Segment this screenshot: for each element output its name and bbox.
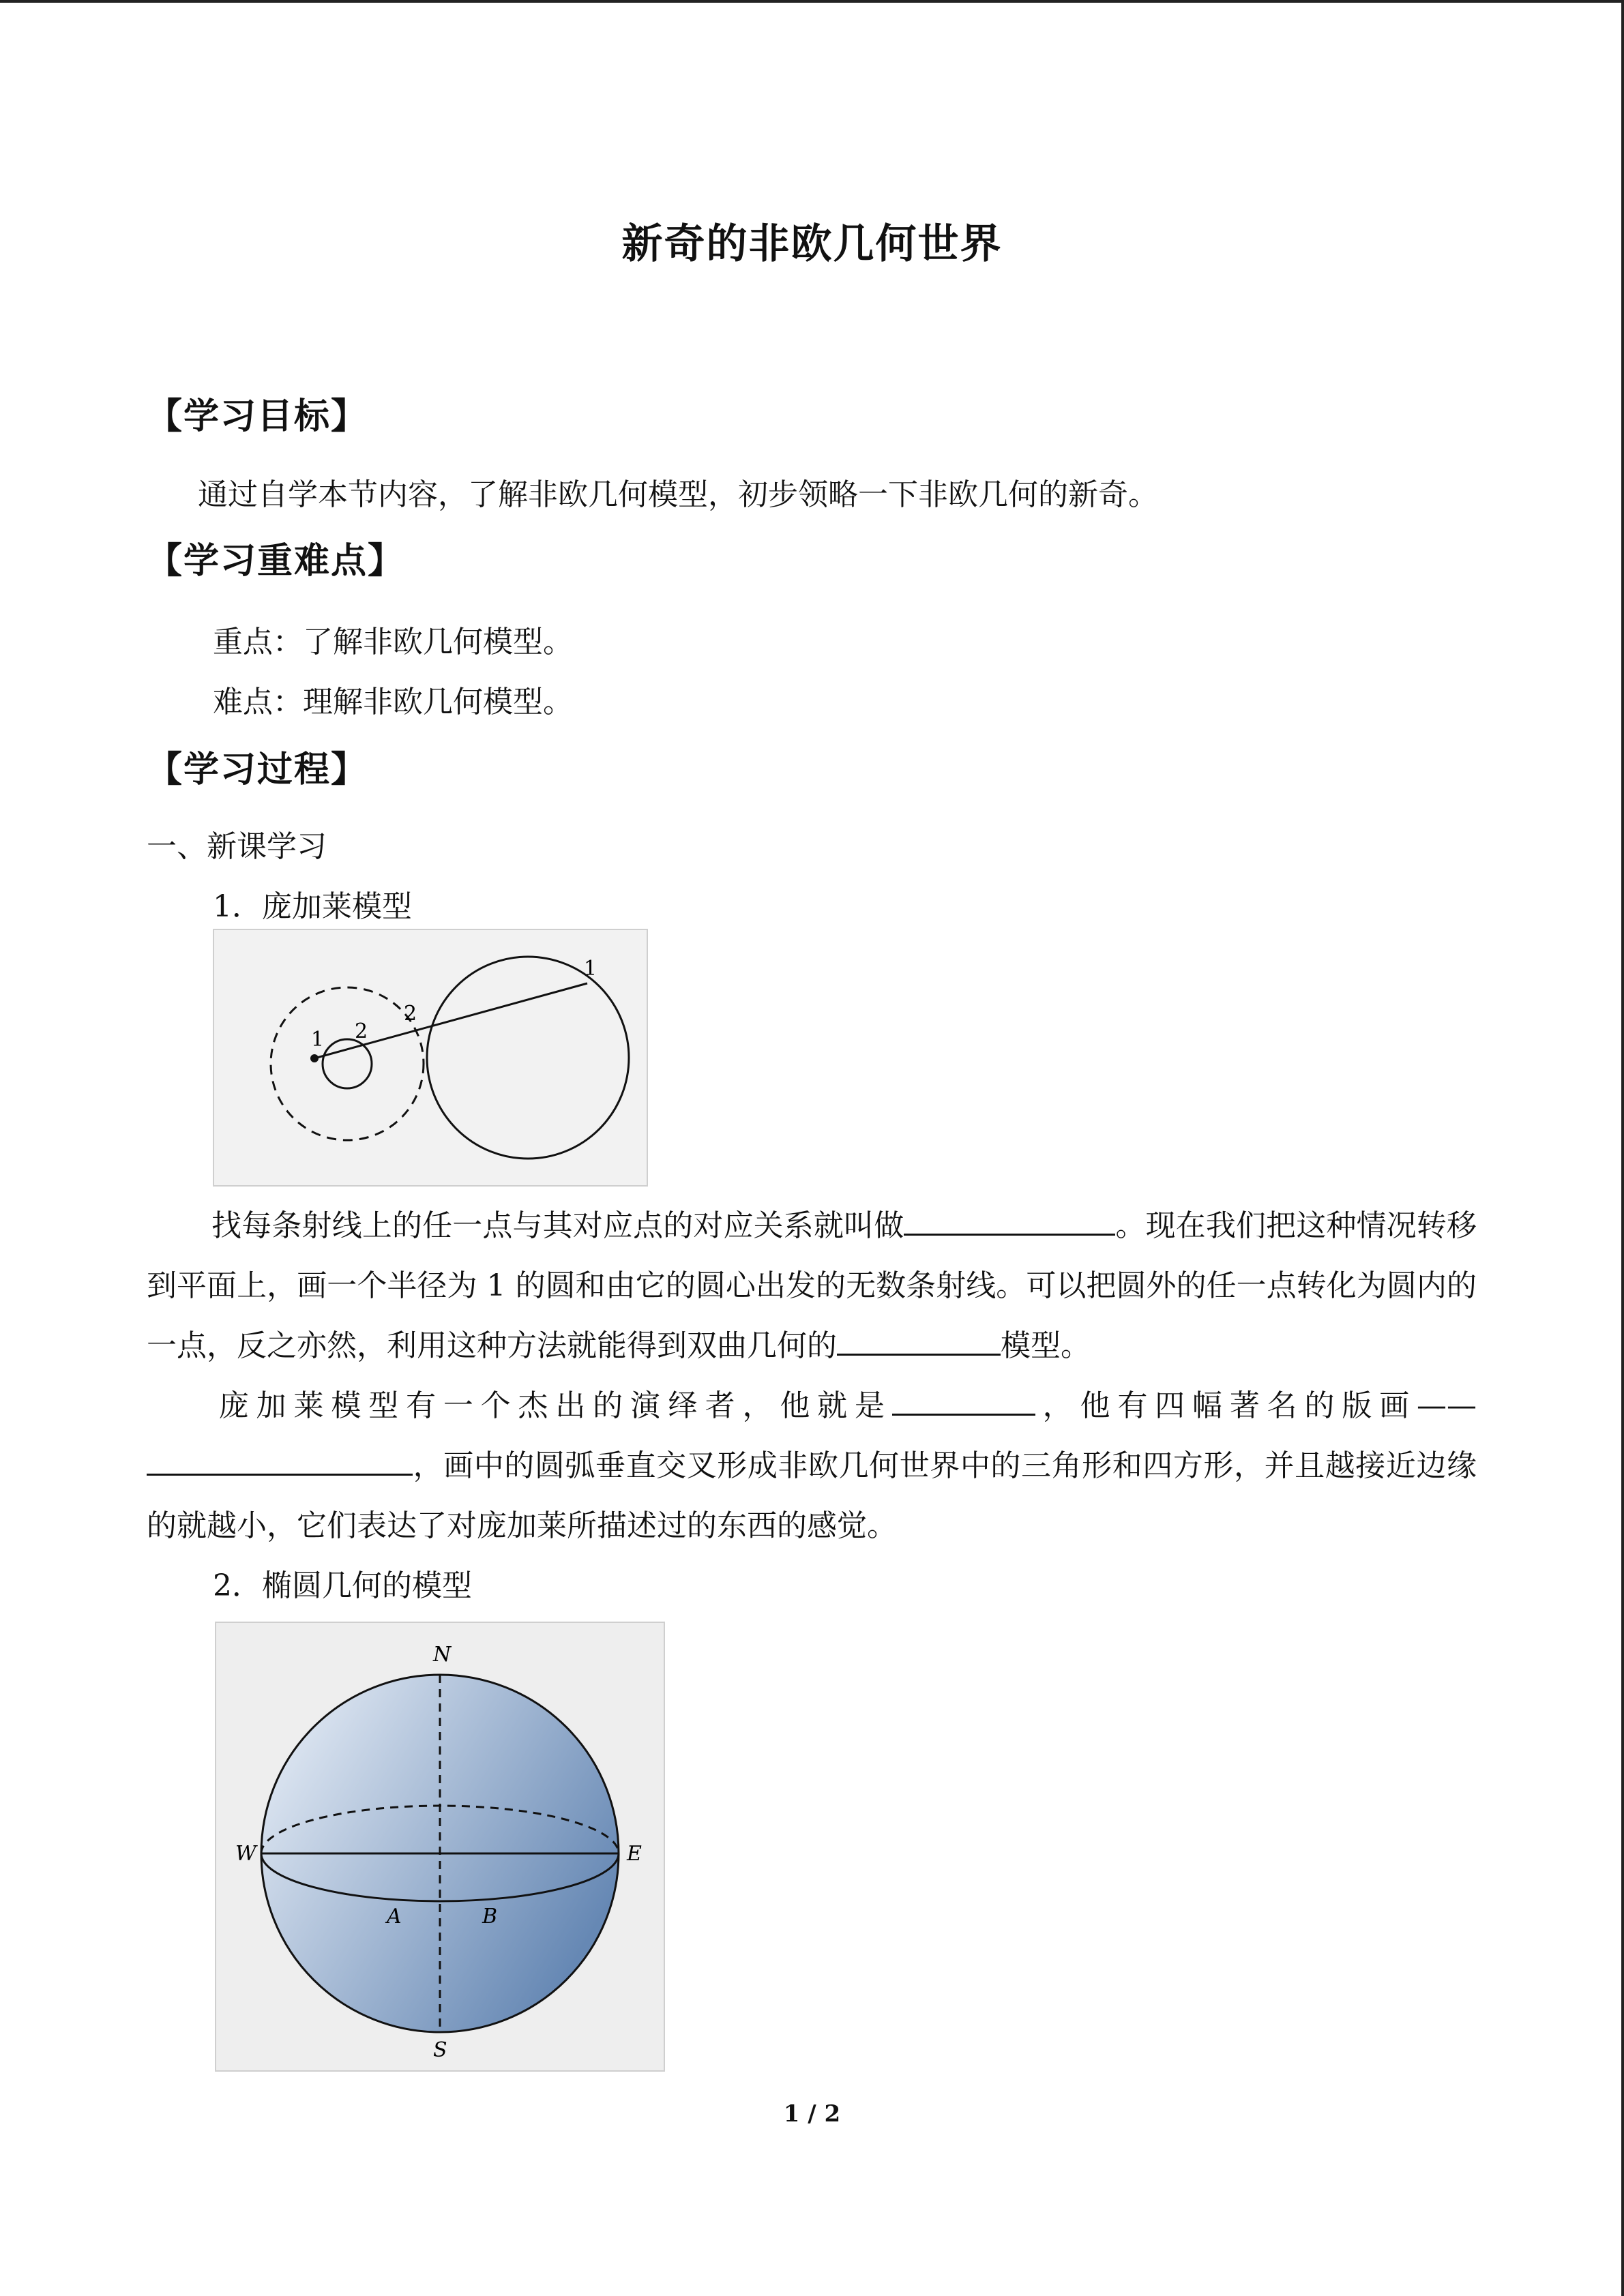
sphere-diagram: [216, 1623, 664, 2070]
elliptic-model-figure: [215, 1622, 665, 2072]
p1-text-a: 找每条射线上的任一点与其对应点的对应关系就叫做: [211, 1208, 904, 1243]
label-S: S: [433, 2038, 447, 2062]
heading-objectives: 【学习目标】: [147, 396, 368, 437]
p2-text-c: ，画中的圆弧垂直交叉形成非欧几何世界中的三角形和四方形，并且越接近边缘的就越小，它们表达了对庞加莱所描述过的东西的感觉。: [147, 1448, 1477, 1543]
label-E: E: [627, 1842, 642, 1866]
item2-title: 2．椭圆几何的模型: [213, 1568, 472, 1603]
p1-text-c: 模型。: [1001, 1328, 1091, 1363]
difficulty-text: 难点：理解非欧几何模型。: [213, 685, 573, 719]
heading-process: 【学习过程】: [147, 749, 368, 790]
objectives-text: 通过自学本节内容，了解非欧几何模型，初步领略一下非欧几何的新奇。: [198, 477, 1158, 512]
small-circle: [323, 1039, 372, 1088]
paragraph-1: [147, 1196, 1477, 1376]
focus-text: 重点：了解非欧几何模型。: [213, 625, 573, 659]
p2-text-a: 庞加莱模型有一个杰出的演绎者，他就是: [211, 1388, 892, 1423]
label-N: N: [433, 1643, 452, 1667]
p1-text-b: 。现在我们把这种情况转移到平面上，画一个半径为 1 的圆和由它的圆心出发的无数条射线。可以把圆外的任一点转化为圆内的一点，反之亦然，利用这种方法就能得到双曲几何的: [147, 1208, 1477, 1363]
blank-3[interactable]: [892, 1380, 1035, 1416]
center-point: [310, 1054, 319, 1062]
poincare-model-figure: [213, 929, 648, 1187]
blank-4[interactable]: [147, 1440, 413, 1476]
poincare-diagram: [214, 930, 647, 1185]
blank-1[interactable]: [904, 1199, 1115, 1236]
item1-title: 1．庞加莱模型: [213, 889, 412, 924]
paragraph-2: [147, 1376, 1477, 1556]
part1-title: 一、新课学习: [147, 829, 327, 864]
page-number: 1 / 2: [783, 2100, 841, 2128]
heading-key-points: 【学习重难点】: [147, 540, 405, 582]
label-W: W: [235, 1842, 256, 1866]
page-title: 新奇的非欧几何世界: [621, 220, 1003, 268]
label-small-2: 2: [355, 1019, 368, 1043]
label-big-2: 2: [404, 1002, 417, 1026]
label-big-1: 1: [584, 957, 597, 981]
large-circle: [427, 957, 629, 1159]
blank-2[interactable]: [837, 1320, 1001, 1356]
label-small-1: 1: [311, 1028, 325, 1052]
label-A: A: [387, 1905, 402, 1928]
p2-text-b: ，他有四幅著名的版画——: [1035, 1388, 1477, 1423]
label-B: B: [482, 1905, 498, 1928]
dashed-unit-circle: [271, 987, 424, 1140]
